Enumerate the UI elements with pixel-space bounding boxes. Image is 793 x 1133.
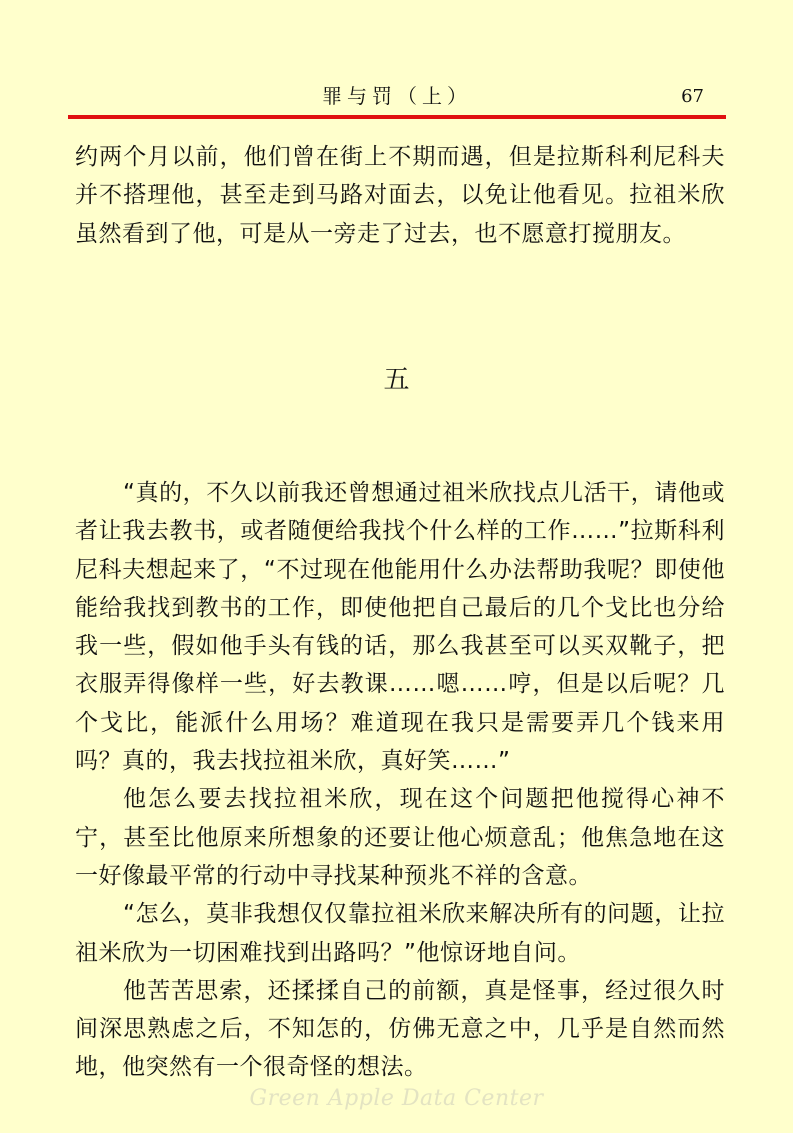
paragraph: “怎么，莫非我想仅仅靠拉祖米欣来解决所有的问题，让拉祖米欣为一切困难找到出路吗？”他惊讶地自问。: [75, 901, 725, 966]
paragraph: “真的，不久以前我还曾想通过祖米欣找点儿活干，请他或者让我去教书，或者随便给我找个什么样的工作……”拉斯科利尼科夫想起来了，“不过现在他能用什么办法帮助我呢？即使他能给我找到教书的工作，即使他把自己最后的几个戈比也分给我一些，假如他手头有钱的话，那么我甚至可以买双靴子，把衣服弄得像样一些，好去教课……嗯……哼，但是以后呢？几个戈比，能派什么用场？难道现在我只是需要弄几个钱来用吗？真的，我去找拉祖米欣，真好笑……”: [75, 480, 725, 775]
book-title: 罪与罚（上）: [322, 84, 472, 108]
header-rule: [68, 115, 726, 119]
paragraph: 他苦苦思索，还揉揉自己的前额，真是怪事，经过很久时间深思熟虑之后，不知怎的，仿佛无意之中，几乎是自然而然地，他突然有一个很奇怪的想法。: [75, 977, 725, 1081]
chapter-heading: 五: [383, 365, 410, 395]
chapter-body: [75, 474, 725, 1087]
watermark: Green Apple Data Center: [249, 1086, 544, 1111]
paragraph: 约两个月以前，他们曾在街上不期而遇，但是拉斯科利尼科夫并不搭理他，甚至走到马路对面去，以免让他看见。拉祖米欣虽然看到了他，可是从一旁走了过去，也不愿意打搅朋友。: [75, 144, 725, 247]
page-number: 67: [681, 86, 704, 107]
top-paragraph-block: [75, 138, 725, 253]
running-header: [68, 82, 726, 116]
paragraph: 他怎么要去找拉祖米欣，现在这个问题把他搅得心神不宁，甚至比他原来所想象的还要让他心烦意乱；他焦急地在这一好像最平常的行动中寻找某种预兆不祥的含意。: [75, 786, 725, 889]
